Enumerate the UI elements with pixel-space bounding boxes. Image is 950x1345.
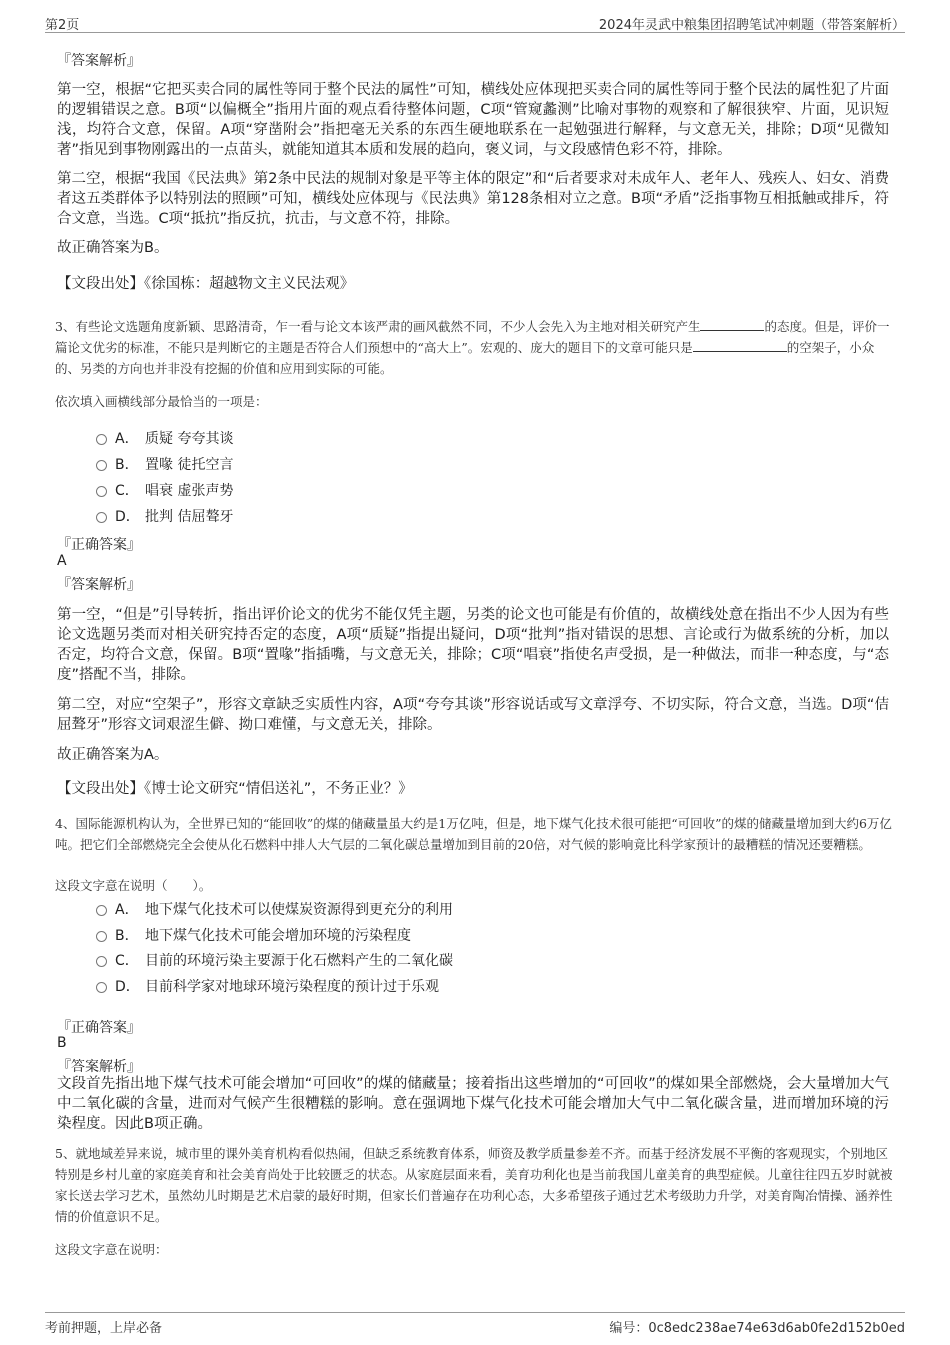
footer-slogan: 考前押题，上岸必备 (45, 1321, 163, 1336)
q3-correct-answer: A (57, 553, 67, 569)
q3-stem-part-3: 的空架子，小众的、另类的方向也并非没有挖掘的价值和应用到实际的可能。 (55, 340, 875, 376)
q2-analysis-label: 『答案解析』 (57, 53, 141, 69)
radio-icon[interactable] (96, 434, 107, 445)
radio-icon[interactable] (96, 931, 107, 942)
q4-option-c[interactable]: C． 目前的环境污染主要源于化石燃料产生的二氧化碳 (96, 950, 453, 970)
q4-analysis: 文段首先指出地下煤气技术可能会增加“可回收”的煤的储藏量；接着指出这些增加的“可回收”的煤如果全部燃烧，会大量增加大气中二氧化碳的含量，进而对气候产生很糟糕的影响。意在强调地下煤气化技术可能会增加大气中二氧化碳含量，进而增加环境的污染程度。因此B项正确。 (57, 1076, 889, 1132)
q3-blank-2 (693, 339, 787, 352)
radio-icon[interactable] (96, 956, 107, 967)
q3-analysis-label: 『答案解析』 (57, 577, 141, 593)
q3-analysis-p1: 第一空，“但是”引导转折，指出评价论文的优劣不能仅凭主题，另类的论文也可能是有价值的，故横线处意在指出不少人因为有些论文选题另类而对相关研究持否定的态度，A项“质疑”指提出疑问，D项“批判”指对错误的思想、言论或行为做系统的分析，加以否定，均符合文意，保留。B项“置喙”指插嘴，与文意无关，排除；C项“唱衰”指使名声受损，是一种做法，而非一种态度，与“态度”搭配不当，排除。 (57, 607, 889, 683)
q2-source: 【文段出处】《徐国栋：超越物文主义民法观》 (57, 276, 355, 292)
page-footer (45, 1312, 905, 1335)
q3-source: 【文段出处】《博士论文研究“情侣送礼”，不务正业？》 (57, 781, 413, 797)
q4-prompt: 这段文字意在说明（ ）。 (55, 878, 212, 893)
q3-stem (55, 316, 895, 379)
q3-option-c[interactable]: C． 唱衰 虚张声势 (96, 480, 233, 500)
q2-analysis-p2: 第二空，根据“我国《民法典》第2条中民法的规制对象是平等主体的限定”和“后者要求对未成年人、老年人、残疾人、妇女、消费者这五类群体予以特别法的照顾”可知，横线处应体现与《民法典》第128条相对立之意。B项“矛盾”泛指事物互相抵触或排斥，符合文意，当选。C项“抵抗”指反抗，抗击，与文意不符，排除。 (57, 171, 889, 227)
q3-option-d[interactable]: D． 批判 佶屈聱牙 (96, 506, 233, 526)
radio-icon[interactable] (96, 486, 107, 497)
radio-icon[interactable] (96, 905, 107, 916)
page-header (45, 12, 905, 33)
q5-stem: 5、就地域差异来说，城市里的课外美育机构看似热闹，但缺乏系统教育体系，师资及教学质量参差不齐。而基于经济发展不平衡的客观现实，个别地区特别是乡村儿童的家庭美育和社会美育尚处于比较匮乏的状态。从家庭层面来看，美育功利化也是当前我国儿童美育的典型症候。儿童往往四五岁时就被家长送去学习艺术，虽然幼儿时期是艺术启蒙的最好时期，但家长们普遍存在功利心态，大多希望孩子通过艺术考级助力升学，对美育陶冶情操、涵养性情的价值意识不足。 (55, 1146, 893, 1224)
document-id: 编号：0c8edc238ae74e63d6ab0fe2d152b0ed (609, 1321, 905, 1336)
q3-option-a[interactable]: A． 质疑 夸夸其谈 (96, 428, 233, 448)
radio-icon[interactable] (96, 512, 107, 523)
q3-prompt: 依次填入画横线部分最恰当的一项是： (55, 394, 268, 409)
document-title: 2024年灵武中粮集团招聘笔试冲刺题（带答案解析） (598, 18, 905, 33)
q4-correct-label: 『正确答案』 (57, 1020, 141, 1036)
q3-stem-part-1: 3、有些论文选题角度新颖、思路清奇，乍一看与论文本该严肃的画风截然不同，不少人会先入为主地对相关研究产生 (55, 319, 701, 334)
q3-analysis-p2: 第二空，对应“空架子”，形容文章缺乏实质性内容，A项“夸夸其谈”形容说话或写文章浮夸、不切实际，符合文意，当选。D项“佶屈聱牙”形容文词艰涩生僻、拗口难懂，与文意无关，排除。 (57, 697, 889, 733)
q4-analysis-label: 『答案解析』 (57, 1059, 141, 1075)
q4-option-d[interactable]: D． 目前科学家对地球环境污染程度的预计过于乐观 (96, 976, 439, 996)
q2-analysis-p1: 第一空，根据“它把买卖合同的属性等同于整个民法的属性”可知，横线处应体现把买卖合同的属性等同于整个民法的属性犯了片面的逻辑错误之意。B项“以偏概全”指用片面的观点看待整体问题，C项“管窥蠡测”比喻对事物的观察和了解很狭窄、片面，见识短浅，均符合文意，保留。A项“穿凿附会”指把毫无关系的东西生硬地联系在一起勉强进行解释，与文意无关，排除；D项“见微知著”指见到事物刚露出的一点苗头，就能知道其本质和发展的趋向，褒义词，与文段感情色彩不符，排除。 (57, 82, 889, 158)
q3-correct-label: 『正确答案』 (57, 537, 141, 553)
q4-stem: 4、国际能源机构认为，全世界已知的“能回收”的煤的储藏量虽大约是1万亿吨，但是，地下煤气化技术很可能把“可回收”的煤的储藏量增加到大约6万亿吨。把它们全部燃烧完全会使从化石燃料中排人大气层的二氧化碳总量增加到目前的20倍，对气候的影响竟比科学家预计的最糟糕的情况还要糟糕。 (55, 816, 892, 852)
q3-stem-part-2: 的态度。但是，评价一篇论文优劣的标准，不能只是判断它的主题是否符合人们预想中的“高大上”。宏观的、庞大的题目下的文章可能只是 (55, 319, 890, 355)
q3-option-b[interactable]: B． 置喙 徒托空言 (96, 454, 233, 474)
q5-prompt: 这段文字意在说明： (55, 1242, 168, 1257)
q4-correct-answer: B (57, 1035, 67, 1051)
q3-blank-1 (700, 318, 764, 331)
q3-conclusion: 故正确答案为A。 (57, 747, 169, 763)
page-number: 第2页 (45, 18, 80, 33)
radio-icon[interactable] (96, 460, 107, 471)
q4-option-b[interactable]: B． 地下煤气化技术可能会增加环境的污染程度 (96, 925, 411, 945)
q4-option-a[interactable]: A． 地下煤气化技术可以使煤炭资源得到更充分的利用 (96, 899, 453, 919)
q2-conclusion: 故正确答案为B。 (57, 240, 169, 256)
radio-icon[interactable] (96, 982, 107, 993)
